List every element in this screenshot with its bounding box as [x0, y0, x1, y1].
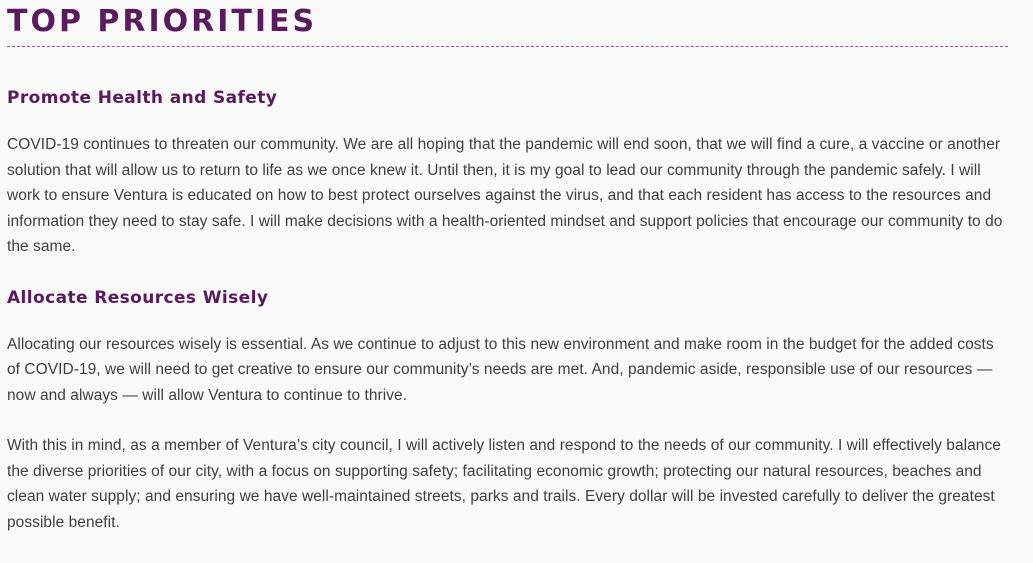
page-title: TOP PRIORITIES: [7, 4, 318, 39]
section-paragraph: COVID-19 continues to threaten our community. We are all hoping that the pandemic will end soon, that we will find a cure, a vaccine or another solution that will allow us to return to life as we once knew it. Until then, it is my goal to lead our community through the pandemic safely. I will work to ensure Ventura is educated on how to best protect ourselves against the virus, and that each resident has access to the resources and information they need to stay safe. I will make decisions with a health-oriented mindset and support policies that encourage our community to do the same.: [7, 136, 1003, 255]
section-paragraph: Allocating our resources wisely is essential. As we continue to adjust to this new environment and make room in the budget for the added costs of COVID-19, we will need to get creative to ensure our community’s needs are met. And, pandemic aside, responsible use of our resources — now and always — will allow Ventura to continue to thrive.: [7, 335, 994, 404]
title-divider: [7, 46, 1008, 47]
section-heading-health-safety: Promote Health and Safety: [7, 88, 278, 108]
section-paragraph: With this in mind, as a member of Ventura’s city council, I will actively listen and respond to the needs of our community. I will effectively balance the diverse priorities of our city, with a focus on supporting safety; facilitating economic growth; protecting our natural resources, beaches and clean water supply; and ensuring we have well-maintained streets, parks and trails. Every dollar will be invested carefully to deliver the greatest possible benefit.: [7, 437, 1001, 531]
section-heading-resources: Allocate Resources Wisely: [7, 287, 269, 308]
